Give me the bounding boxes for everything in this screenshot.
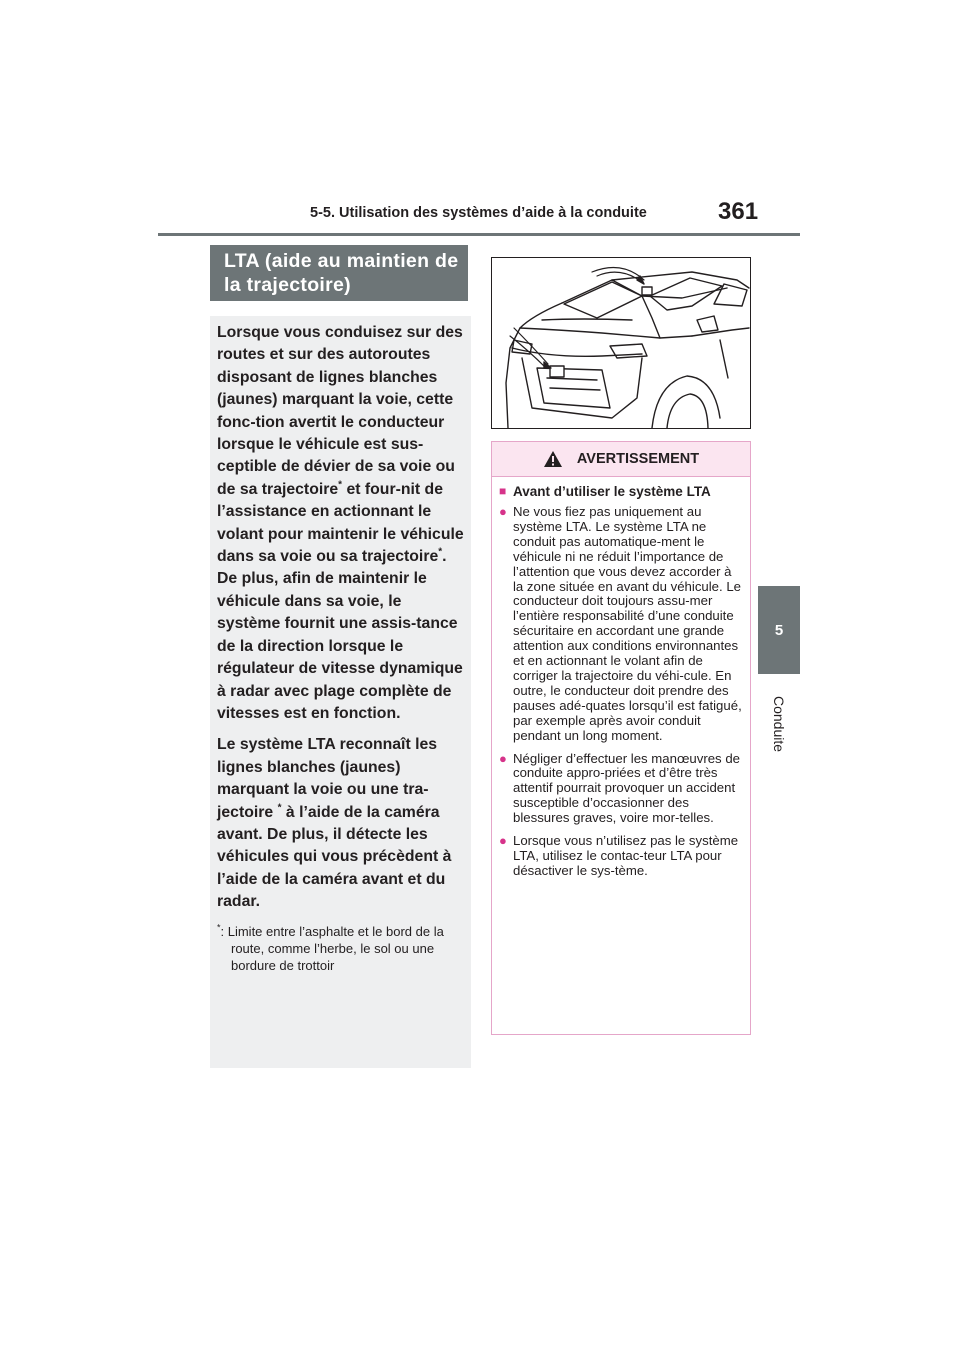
intro-p1-text-b: et four-nit de l’assistance en actionnant le volant pour maintenir le véhicule dans sa voie ou sa trajectoire <box>217 480 464 566</box>
footnote-text: : Limite entre l’asphalte et le bord de la route, comme l’herbe, le sol ou une bordure de trottoir <box>220 923 444 973</box>
footnote <box>217 923 465 974</box>
chapter-header-title: 5-5. Utilisation des systèmes d’aide à la conduite <box>310 205 647 221</box>
round-bullet-icon: ● <box>499 833 507 849</box>
intro-p2-text-a: Le système LTA reconnaît les lignes blanches (jaunes) marquant la voie ou une tra-jectoire <box>217 736 438 821</box>
header-divider <box>158 233 800 236</box>
chapter-tab-label <box>758 674 800 774</box>
intro-p1-text-c: . De plus, afin de maintenir le véhicule dans sa voie, le système fournit une assis-tance de la direction lorsque le régulateur de vitesse dynamique à radar avec plage complète de vitesses est en fonction. <box>217 548 463 722</box>
footnote-marker: * <box>438 546 443 558</box>
suv-line-drawing <box>492 258 750 428</box>
warning-body <box>492 477 750 879</box>
square-bullet-icon: ■ <box>499 484 507 498</box>
warning-item-text: Ne vous fiez pas uniquement au système LTA. Le système LTA ne conduit pas automatique-ment le véhicule ni ne réduit l’importance de l’attention que vous devez accorder à la zone située en avant du véhicule. Le conducteur doit toujours assu-mer l’entière responsabilité d’une conduite sécuritaire en accordant une grande attention aux conditions environnantes et en actionnant le volant afin de corriger la trajectoire du véhi-cule. En outre, le conducteur doit prendre des pauses adé-quates lorsqu’il est fatigué, par exemple après avoir conduit pendant un long moment. <box>513 504 742 743</box>
footnote-marker: * <box>217 922 221 933</box>
intro-paragraph-2 <box>217 734 465 913</box>
warning-item-text: Négliger d’effectuer les manœuvres de conduite appro-priées et d’être très attentif pourrait provoquer un accident susceptible d’occasionner des blessures graves, voire mor-telles. <box>513 750 740 826</box>
warning-subheading <box>499 484 743 499</box>
page-number: 361 <box>718 198 759 225</box>
warning-item <box>499 752 743 827</box>
warning-item <box>499 505 743 744</box>
warning-item <box>499 834 743 879</box>
warning-header <box>492 442 750 477</box>
chapter-tab-number: 5 <box>758 586 800 674</box>
vehicle-sensor-illustration <box>491 257 751 429</box>
warning-subheading-text: Avant d’utiliser le système LTA <box>513 484 711 499</box>
intro-p1-text-a: Lorsque vous conduisez sur des routes et sur des autoroutes disposant de lignes blanches (jaunes) marquant la voie, cette fonc-tion avertit le conducteur lorsque le véhicule est sus-ceptible de dévier de sa voie ou de sa trajectoire <box>217 324 463 498</box>
round-bullet-icon: ● <box>499 750 507 766</box>
footnote-marker: * <box>338 479 343 491</box>
intro-p2-text-b: à l’aide de la caméra avant. De plus, il détecte les véhicules qui vous précèdent à l’aide de la caméra avant et du radar. <box>217 803 452 911</box>
round-bullet-icon: ● <box>499 504 507 519</box>
intro-box <box>210 316 471 1068</box>
chapter-tab-label-text: Conduite <box>771 695 788 753</box>
section-heading: LTA (aide au maintien de la trajectoire) <box>210 245 468 301</box>
warning-box <box>491 441 751 1035</box>
intro-paragraph-1 <box>217 322 465 725</box>
warning-triangle-icon <box>543 450 563 468</box>
warning-title: AVERTISSEMENT <box>576 451 700 467</box>
warning-item-text: Lorsque vous n’utilisez pas le système LTA, utilisez le contac-teur LTA pour désactiver le sys-tème. <box>513 833 739 878</box>
footnote-marker: * <box>277 802 282 814</box>
